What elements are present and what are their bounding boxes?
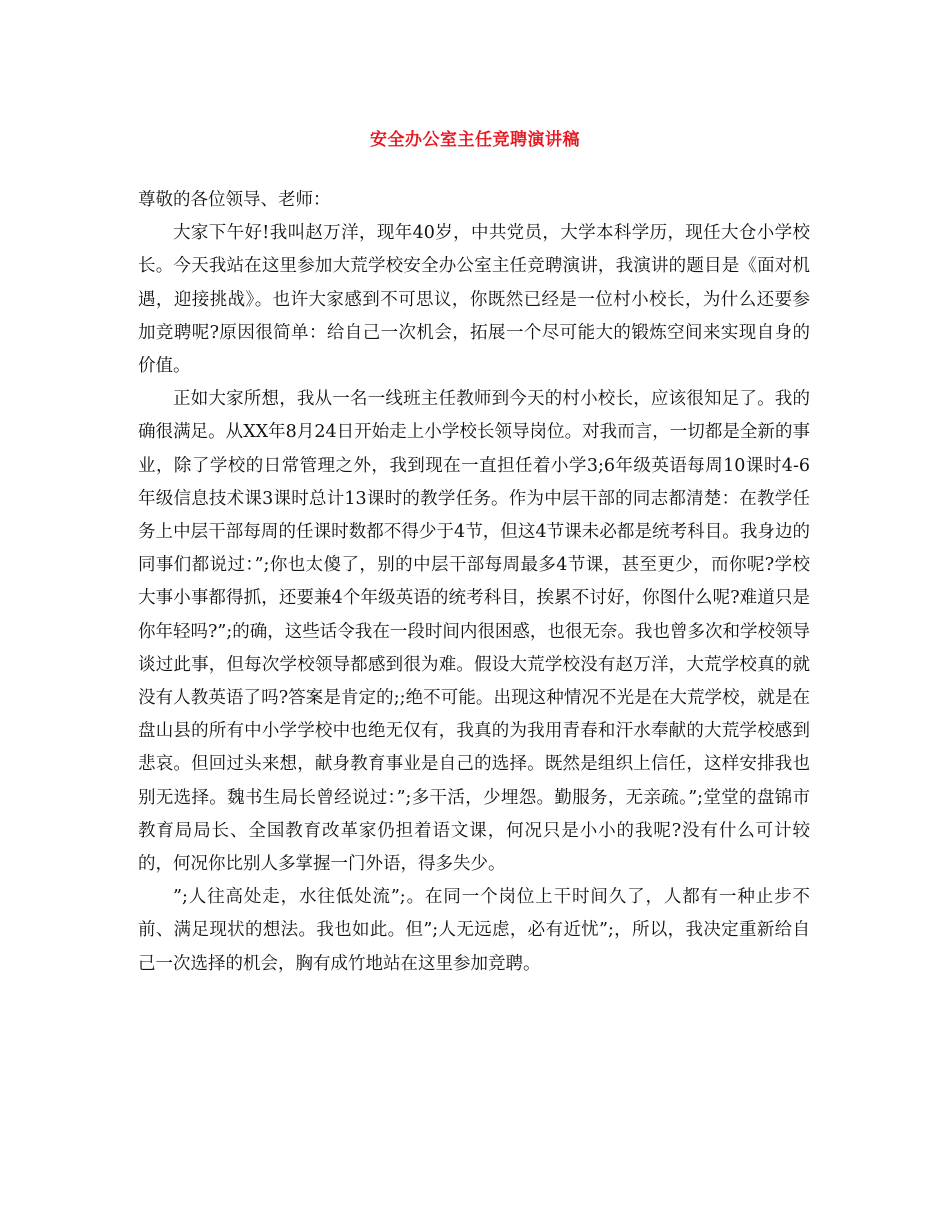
document-title: 安全办公室主任竞聘演讲稿 bbox=[370, 130, 580, 150]
salutation: 尊敬的各位领导、老师： bbox=[138, 190, 331, 210]
paragraph-3: ”;人往高处走，水往低处流”;。在同一个岗位上干时间久了，人都有一种止步不前、满足现状的想法。我也如此。但”;人无远虑，必有近忧”;，所以，我决定重新给自己一次选择的机会，胸有成竹地站在这里参加竞聘。 bbox=[138, 887, 810, 974]
document-body bbox=[138, 184, 810, 981]
paragraph-1: 大家下午好!我叫赵万洋，现年40岁，中共党员，大学本科学历，现任大仓小学校长。今天我站在这里参加大荒学校安全办公室主任竞聘演讲，我演讲的题目是《面对机遇，迎接挑战》。也许大家感到不可思议，你既然已经是一位村小校长，为什么还要参加竞聘呢?原因很简单：给自己一次机会，拓展一个尽可能大的锻炼空间来实现自身的价值。 bbox=[138, 223, 810, 377]
paragraph-2: 正如大家所想，我从一名一线班主任教师到今天的村小校长，应该很知足了。我的确很满足。从XX年8月24日开始走上小学校长领导岗位。对我而言，一切都是全新的事业，除了学校的日常管理之外，我到现在一直担任着小学3;6年级英语每周10课时4-6年级信息技术课3课时总计13课时的教学任务。作为中层干部的同志都清楚：在教学任务上中层干部每周的任课时数都不得少于4节，但这4节课未必都是统考科目。我身边的同事们都说过：”;你也太傻了，别的中层干部每周最多4节课，甚至更少，而你呢?学校大事小事都得抓，还要兼4个年级英语的统考科目，挨累不讨好，你图什么呢?难道只是你年轻吗?”;的确，这些话令我在一段时间内很困惑，也很无奈。我也曾多次和学校领导谈过此事，但每次学校领导都感到很为难。假设大荒学校没有赵万洋，大荒学校真的就没有人教英语了吗?答案是肯定的;;绝不可能。出现这种情况不光是在大荒学校，就是在盘山县的所有中小学学校中也绝无仅有，我真的为我用青春和汗水奉献的大荒学校感到悲哀。但回过头来想，献身教育事业是自己的选择。既然是组织上信任，这样安排我也别无选择。魏书生局长曾经说过：”;多干活，少埋怨。勤服务，无亲疏。”;堂堂的盘锦市教育局局长、全国教育改革家仍担着语文课，何况只是小小的我呢?没有什么可计较的，何况你比别人多掌握一门外语，得多失少。 bbox=[138, 389, 810, 875]
